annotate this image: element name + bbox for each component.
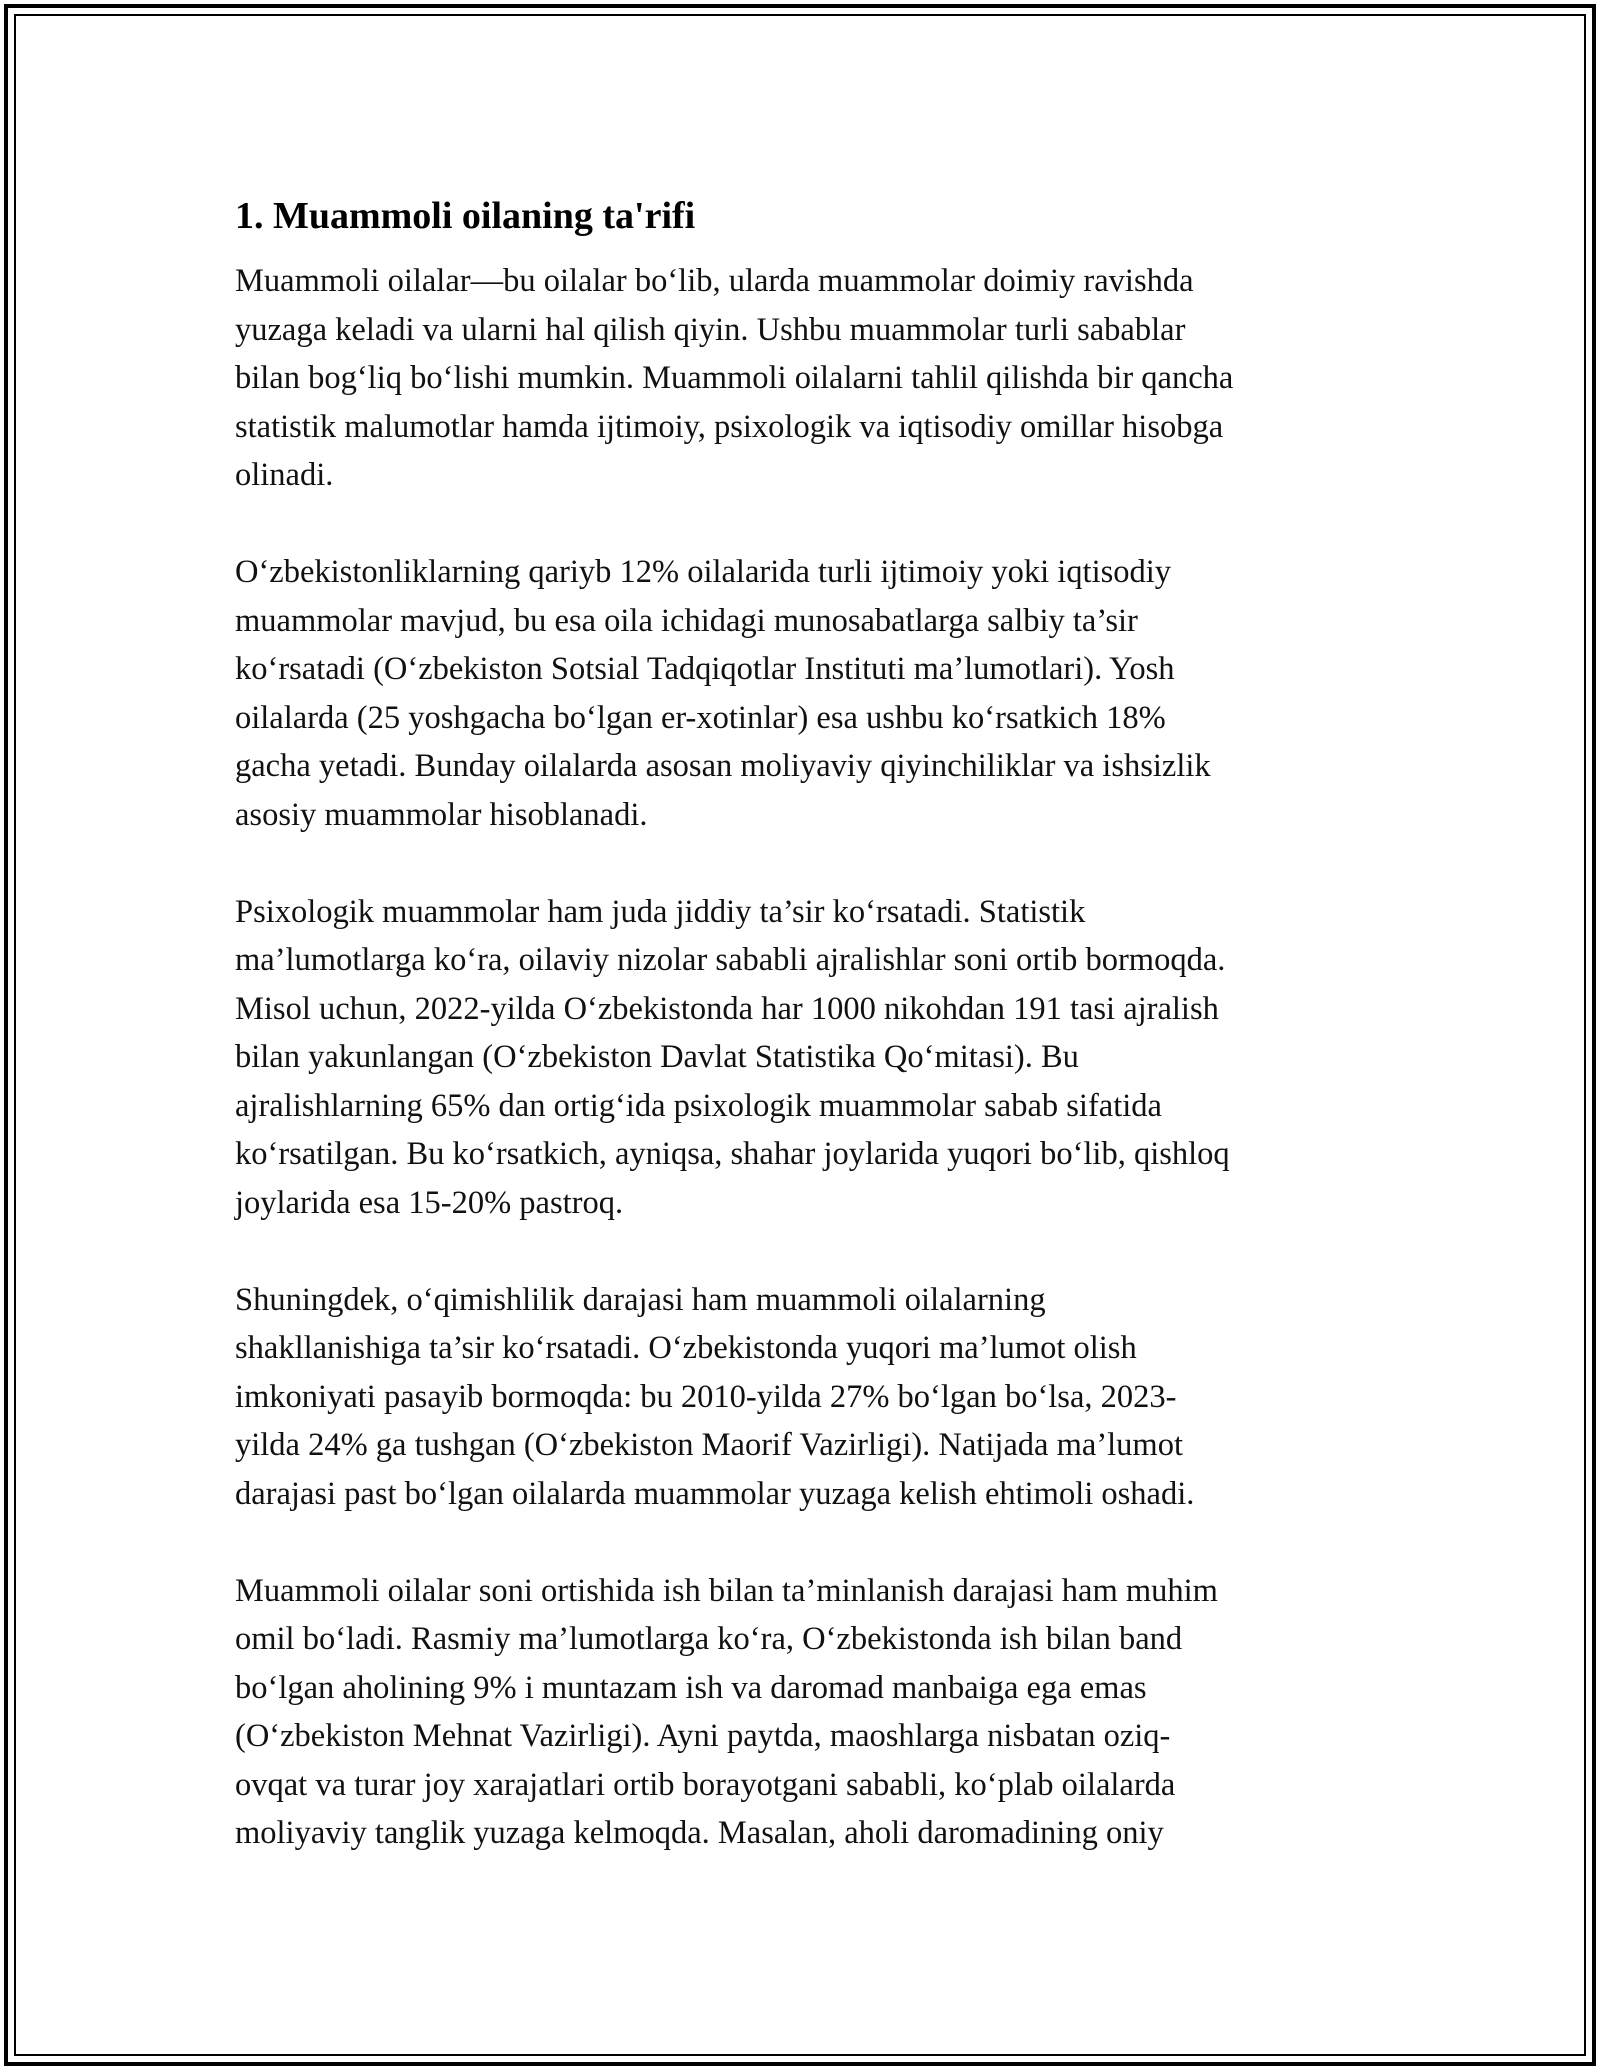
paragraph-education-level: Shuningdek, o‘qimishlilik darajasi ham muammoli oilalarning shakllanishiga ta’sir ko‘rsatadi. O‘zbekistonda yuqori ma’lumot olish imkoniyati pasayib bormoqda: bu 2010-yilda 27% bo‘lgan bo‘lsa, 2023- yilda 24% ga tushgan (O‘zbekiston Maorif Vazirligi). Natijada ma’lumot darajasi past bo‘lgan oilalarda muammolar yuzaga kelish ehtimoli oshadi.	[235, 1281, 1195, 1512]
document-body	[235, 186, 1375, 1858]
paragraph-psychological-problems: Psixologik muammolar ham juda jiddiy ta’sir ko‘rsatadi. Statistik ma’lumotlarga ko‘ra, oilaviy nizolar sababli ajralishlar soni ortib bormoqda. Misol uchun, 2022-yilda O‘zbekistonda har 1000 nikohdan 191 tasi ajralish bilan yakunlangan (O‘zbekiston Davlat Statistika Qo‘mitasi). Bu ajralishlarning 65% dan ortig‘ida psixologik muammolar sabab sifatida ko‘rsatilgan. Bu ko‘rsatkich, ayniqsa, shahar joylarida yuqori bo‘lib, qishloq joylarida esa 15-20% pastroq.	[235, 893, 1230, 1221]
paragraph-definition: Muammoli oilalar—bu oilalar bo‘lib, ularda muammolar doimiy ravishda yuzaga keladi va ularni hal qilish qiyin. Ushbu muammolar turli sabablar bilan bog‘liq bo‘lishi mumkin. Muammoli oilalarni tahlil qilishda bir qancha statistik malumotlar hamda ijtimoiy, psixologik va iqtisodiy omillar hisobga olinadi.	[235, 263, 1234, 493]
paragraph-employment: Muammoli oilalar soni ortishida ish bilan ta’minlanish darajasi ham muhim omil bo‘ladi. Rasmiy ma’lumotlarga ko‘ra, O‘zbekistonda ish bilan band bo‘lgan aholining 9% i muntazam ish va daromad manbaiga ega emas (O‘zbekiston Mehnat Vazirligi). Ayni paytda, maoshlarga nisbatan oziq- ovqat va turar joy xarajatlari ortib borayotgani sababli, ko‘plab oilalarda moliyaviy tanglik yuzaga kelmoqda. Masalan, aholi daromadining oniy	[235, 1572, 1218, 1851]
paragraph-social-economic-stats: O‘zbekistonliklarning qariyb 12% oilalarida turli ijtimoiy yoki iqtisodiy muammolar mavjud, bu esa oila ichidagi munosabatlarga salbiy ta’sir ko‘rsatadi (O‘zbekiston Sotsial Tadqiqotlar Instituti ma’lumotlari). Yosh oilalarda (25 yoshgacha bo‘lgan er-xotinlar) esa ushbu ko‘rsatkich 18% gacha yetadi. Bunday oilalarda asosan moliyaviy qiyinchiliklar va ishsizlik asosiy muammolar hisoblanadi.	[235, 554, 1211, 833]
section-heading: 1. Muammoli oilaning ta'rifi	[235, 195, 696, 237]
